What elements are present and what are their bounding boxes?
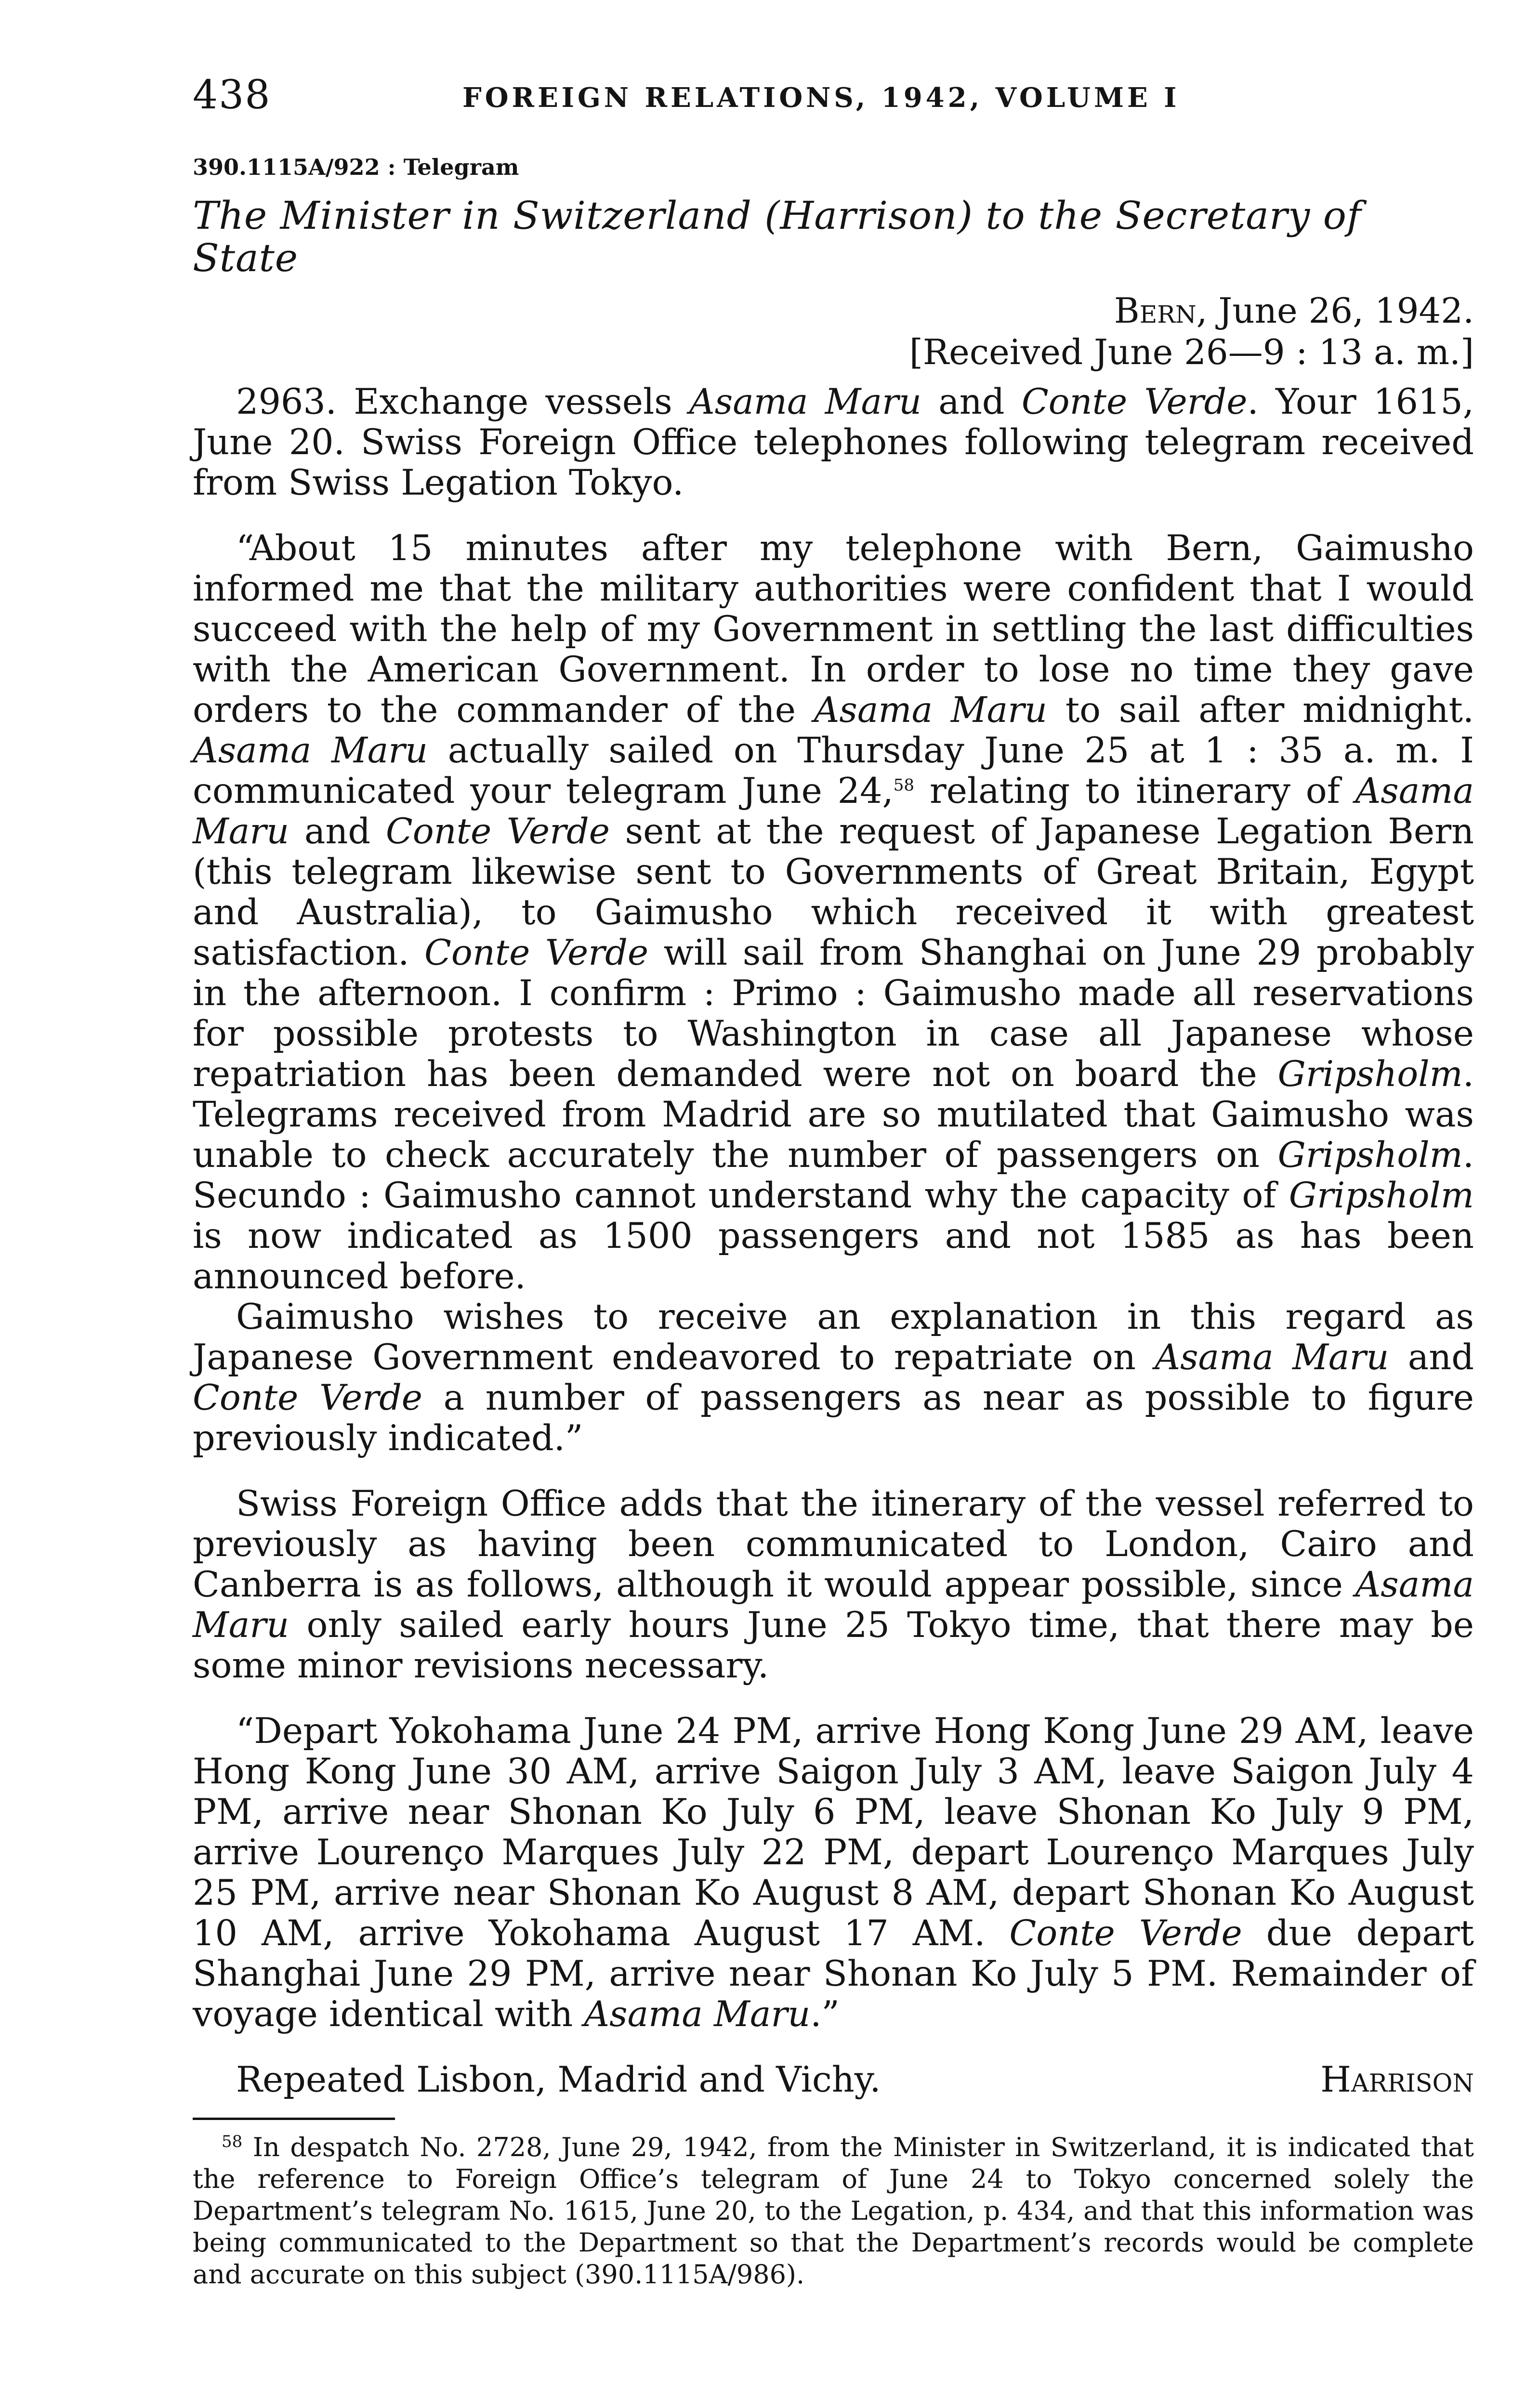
document-page: [193, 72, 1474, 2290]
dateline: [193, 290, 1474, 331]
footnote: [193, 2132, 1474, 2290]
paragraph-2: [193, 528, 1474, 1297]
text-run: .”: [810, 1993, 840, 2035]
text-run: is now indicated as 1500 passengers and not 1585 as has been announced before.: [193, 1215, 1474, 1297]
text-run: . Your 1615, June 20. Swiss Foreign Office telephones following telegram received from Swiss Legation Tokyo.: [193, 381, 1474, 503]
footnote-reference[interactable]: 58: [893, 775, 915, 795]
text-run: only sailed early hours June 25 Tokyo time, that there may be some minor revisions necessary.: [193, 1604, 1474, 1686]
received-line: [Received June 26—9 : 13 a. m.]: [909, 332, 1474, 373]
text-run: relating to itinerary of: [914, 770, 1355, 811]
text-run: due depart Shanghai June 29 PM, arrive near Shonan Ko July 5 PM. Remainder of voyage identical with: [193, 1912, 1474, 2035]
vessel-name: Asama Maru: [689, 381, 921, 422]
text-run: . Telegrams received from Madrid are so mutilated that Gaimusho was unable to check accurately the number of passengers on: [193, 1053, 1474, 1176]
text-run: will sail from Shanghai on June 29 probably in the afternoon. I confirm : Primo : Gaimusho made all reservations for possible protests to Washington in case all Japanese whose repatriation has been demanded were not on board the: [193, 932, 1474, 1095]
paragraph-3: [193, 1297, 1474, 1459]
page-number: 438: [193, 72, 271, 118]
date: June 26, 1942.: [1218, 290, 1474, 331]
text-run: Swiss Foreign Office adds that the itinerary of the vessel referred to previously as having been communicated to London, Cairo and Canberra is as follows, although it would appear possible, since: [193, 1483, 1474, 1605]
running-title: FOREIGN RELATIONS, 1942, VOLUME I: [462, 82, 1180, 114]
vessel-name: Gripsholm: [1277, 1053, 1463, 1095]
footnote-mark: 58: [222, 2132, 243, 2151]
text-run: sent at the request of Japanese Legation Bern (this telegram likewise sent to Governments of Great Britain, Egypt and Australia), to Gaimusho which received it with greatest satisfaction.: [193, 811, 1474, 973]
footnote-text: In despatch No. 2728, June 29, 1942, from the Minister in Switzerland, it is indicated that the reference to Foreign Office’s telegram of June 24 to Tokyo concerned solely the Department’s telegram No. 1615, June 20, to the Legation, p. 434, and that this information was being communicated to the Department so that the Department’s records would be complete and accurate on this subject (390.1115A/986).: [193, 2132, 1474, 2290]
vessel-name: Asama Maru: [1155, 1336, 1389, 1378]
vessel-name: Gripsholm: [1289, 1175, 1474, 1216]
vessel-name: Conte Verde: [385, 811, 610, 852]
text-run: actually sailed on Thursday June 25 at 1 : 35 a. m. I communicated your telegram June 24,: [193, 730, 1474, 811]
signature: Harrison: [1320, 2059, 1474, 2100]
closing-line: [193, 2060, 1474, 2100]
vessel-name: Asama Maru: [193, 1564, 1474, 1646]
vessel-name: Conte Verde: [424, 932, 649, 973]
paragraph-5-itinerary: [193, 1711, 1474, 2035]
text-run: . Secundo : Gaimusho cannot understand why the capacity of: [193, 1134, 1474, 1216]
vessel-name: Conte Verde: [193, 1377, 423, 1418]
repeated-to: Repeated Lisbon, Madrid and Vichy.: [236, 2059, 881, 2100]
vessel-name: Asama Maru: [193, 730, 428, 771]
vessel-name: Conte Verde: [1009, 1912, 1242, 1954]
vessel-name: Gripsholm: [1277, 1134, 1463, 1176]
place: Bern,: [1114, 290, 1208, 331]
paragraph-4: [193, 1484, 1474, 1686]
text-run: and: [1389, 1336, 1474, 1378]
file-reference: 390.1115A/922 : Telegram: [193, 154, 519, 180]
text-run: to sail after midnight.: [1047, 689, 1474, 731]
vessel-name: Asama Maru: [814, 689, 1048, 731]
footnote-divider: [193, 2118, 395, 2120]
text-run: Gaimusho wishes to receive an explanation in this regard as Japanese Government endeavored to repatriate on: [193, 1296, 1474, 1378]
text-run: a number of passengers as near as possible to figure previously indicated.”: [193, 1377, 1474, 1459]
document-title: The Minister in Switzerland (Harrison) to the Secretary of State: [193, 193, 1362, 280]
vessel-name: Asama Maru: [584, 1993, 811, 2035]
text-run: and: [921, 381, 1022, 422]
running-header: [193, 72, 1474, 135]
paragraph-1: [193, 382, 1474, 503]
vessel-name: Asama Maru: [193, 770, 1474, 852]
text-run: 2963. Exchange vessels: [236, 381, 690, 422]
vessel-name: Conte Verde: [1021, 381, 1248, 422]
text-run: and: [289, 811, 386, 852]
text-run: “About 15 minutes after my telephone with Bern, Gaimusho informed me that the military authorities were confident that I would succeed with the help of my Government in settling the last difficulties with the American Government. In order to lose no time they gave orders to the commander of the: [193, 527, 1474, 731]
text-run: “Depart Yokohama June 24 PM, arrive Hong Kong June 29 AM, leave Hong Kong June 30 AM, arrive Saigon July 3 AM, leave Saigon July 4 PM, arrive near Shonan Ko July 6 PM, leave Shonan Ko July 9 PM, arrive Lourenço Marques July 22 PM, depart Lourenço Marques July 25 PM, arrive near Shonan Ko August 8 AM, depart Shonan Ko August 10 AM, arrive Yokohama August 17 AM.: [193, 1710, 1474, 1954]
